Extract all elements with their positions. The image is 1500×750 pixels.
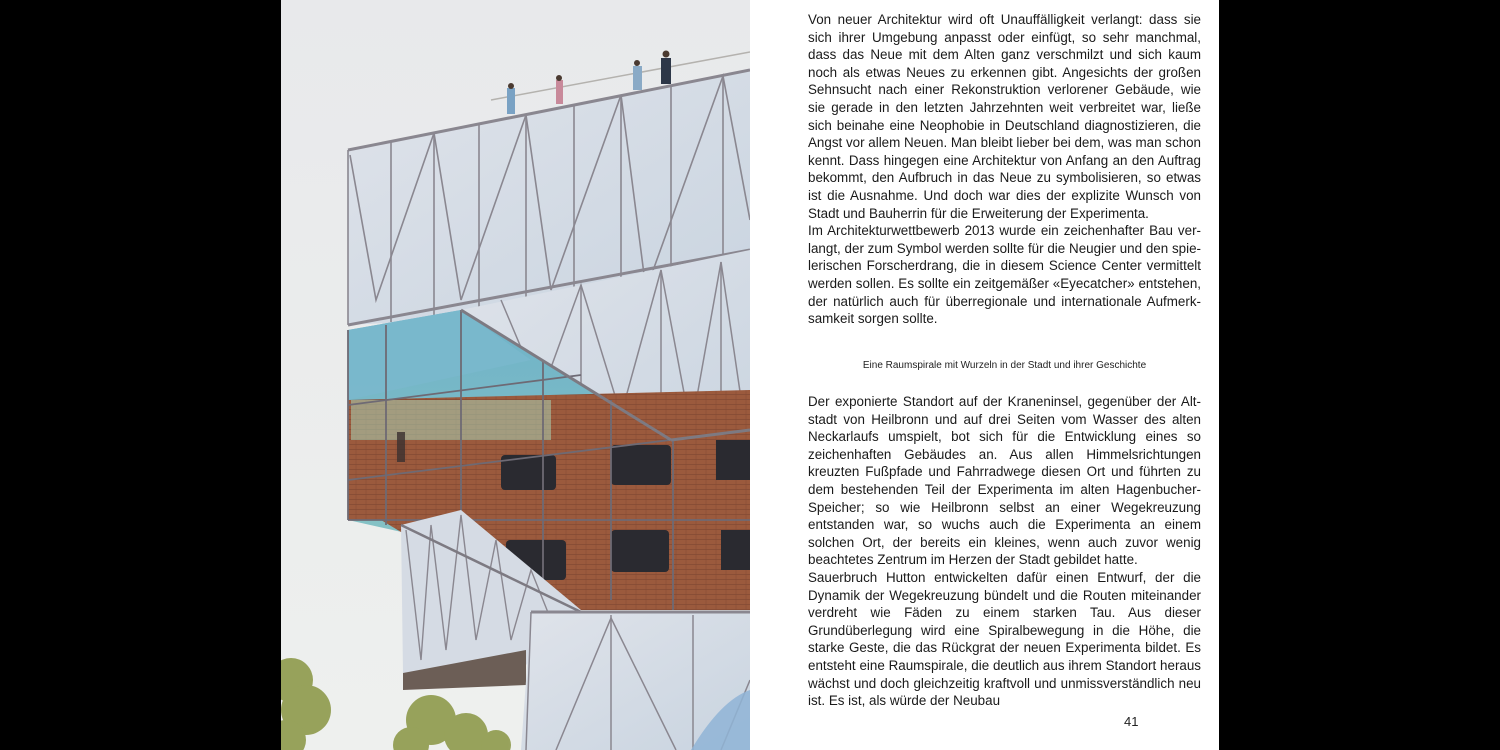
section-1-text — [808, 11, 1201, 328]
paragraph: Der exponierte Standort auf der Kraneninsel, gegenüber der Altstadt von Heilbronn und auf drei Seiten vom Wasser des alten Neckarlaufs umspielt, bot sich für die Entwicklung eines so zeichenhaften Gebäudes an. Aus allen Himmelsrichtungen kreuzten Fußpfade und Fahrradwege diesen Ort und führten zu dem bestehenden Teil der Experimenta im alten Hagenbucher-Speicher; so wie Heilbronn selbst an einer Wegekreuzung entstanden war, so wuchs auch die Experimenta an einem solchen Ort, der bereits ein kleines, wenn auch zuvor wenig beachtetes Zentrum im Herzen der Stadt gebildet hatte. — [808, 394, 1201, 568]
building-photo — [281, 0, 750, 750]
text-page — [750, 0, 1219, 750]
paragraph: Im Architekturwettbewerb 2013 wurde ein zeichenhafter Bau verlangt, der zum Symbol werden sollte für die Neugier und den spielerischen Forscherdrang, die in diesem Science Center vermittelt werden sollen. Es sollte ein zeitgemäßer «Eyecatcher» entstehen, der natürlich auch für überregionale und internationale Aufmerksamkeit sorgen sollte. — [808, 223, 1201, 327]
paragraph: Von neuer Architektur wird oft Unauffälligkeit verlangt: dass sie sich ihrer Umgebung anpasst oder einfügt, so sehr manchmal, dass das Neue mit dem Alten ganz verschmilzt und sich kaum noch als etwas Neues zu erkennen gibt. Angesichts der großen Sehnsucht nach einer Rekonstruktion verlorener Gebäude, wie sie gerade in den letzten Jahrzehnten weit verbreitet war, ließe sich beinahe eine Neophobie in Deutschland diagnostizieren, die Angst vor allem Neuen. Man bleibt lieber bei dem, was man schon kennt. Dass hingegen eine Architektur von Anfang an den Auftrag bekommt, den Aufbruch in das Neue zu symbolisieren, so etwas ist die Ausnahme. Und doch war dies der explizite Wunsch von Stadt und Bauherrin für die Erweiterung der Experimenta. — [808, 12, 1201, 221]
experimenta-facade-image — [281, 0, 750, 750]
section-subheading: Eine Raumspirale mit Wurzeln in der Stadt und ihrer Geschichte — [862, 360, 1147, 371]
paragraph: Sauerbruch Hutton entwickelten dafür einen Entwurf, der die Dynamik der Wegekreuzung bündelt und die Routen miteinander verdreht wie Fäden zu einem starken Tau. Aus dieser Grundüberlegung wird eine Spiralbewegung in die Höhe, die starke Geste, die das Rückgrat der neuen Experimenta bildet. Es entsteht eine Raumspirale, die deutlich aus ihrem Standort heraus wächst und doch gleichzeitig kraftvoll und unmissverständlich neu ist. Es ist, als würde der Neubau — [808, 569, 1201, 709]
section-2-text — [808, 393, 1201, 710]
page-number: 41 — [1124, 714, 1139, 729]
book-spread — [281, 0, 1219, 750]
